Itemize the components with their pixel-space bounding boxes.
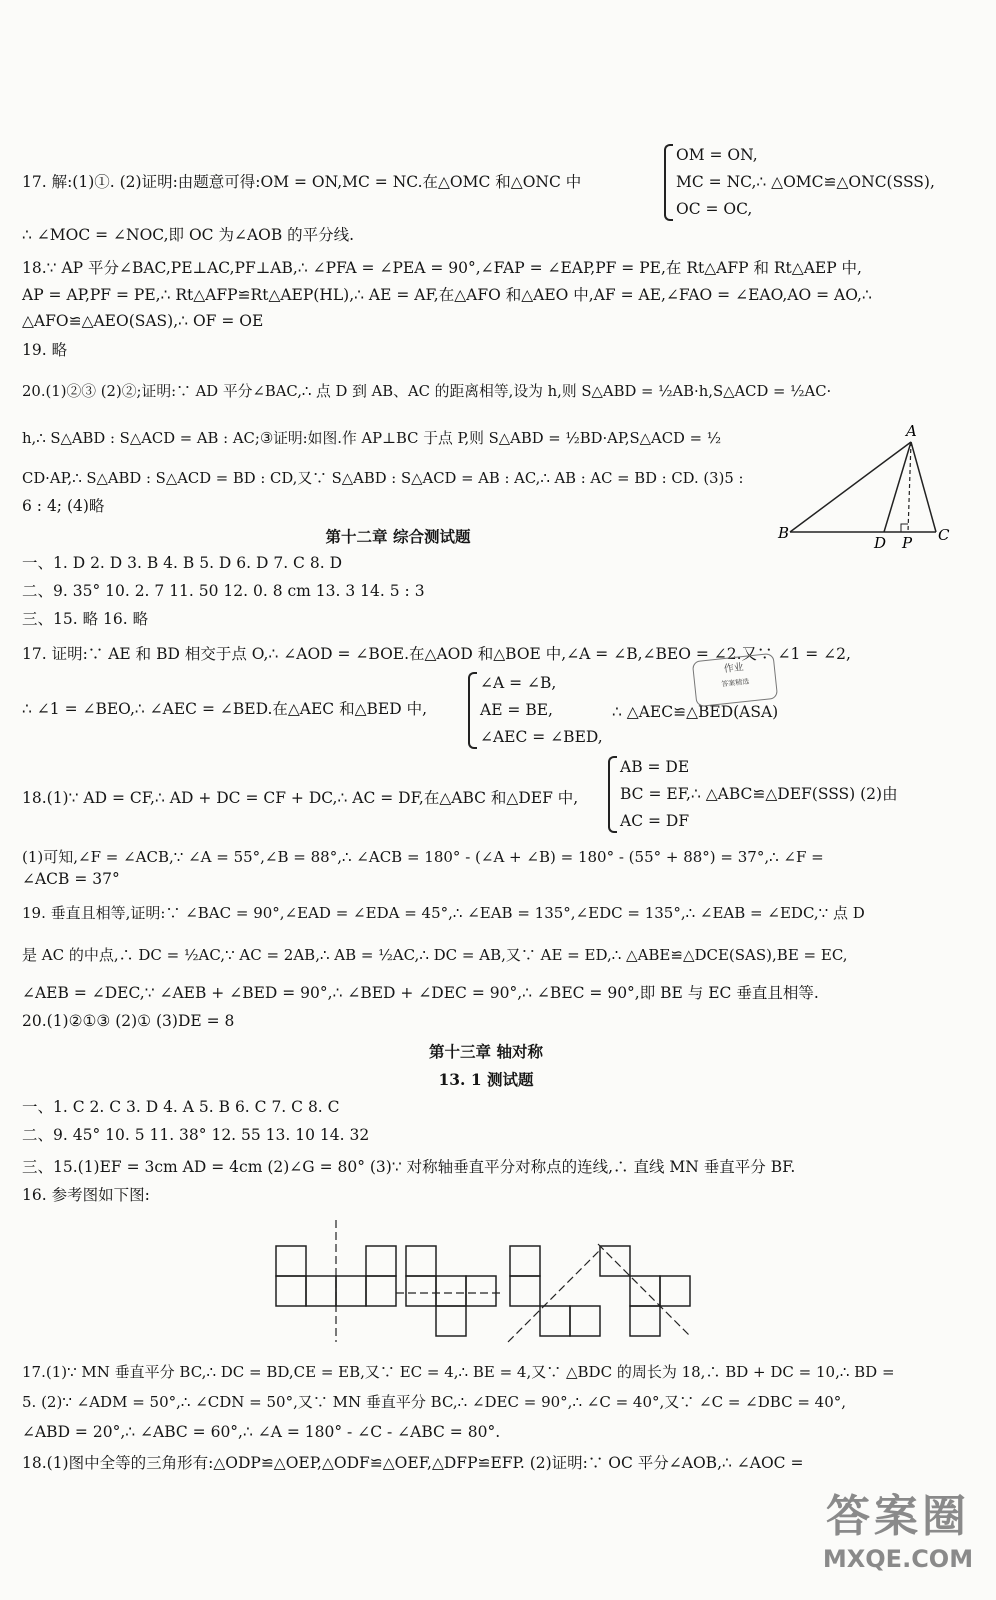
- brace: [664, 144, 673, 221]
- ch12-answers: 二、9. 35° 10. 2. 7 11. 50 12. 0. 8 cm 13. 3 14. 5 : 3: [22, 582, 425, 600]
- q20-line: h,∴ S△ABD : S△ACD = AB : AC;③证明:如图.作 AP⊥BC 于点 P,则 S△ABD = ½BD·AP,S△ACD = ½: [22, 430, 722, 447]
- ch12-q19: ∠AEB = ∠DEC,∵ ∠AEB + ∠BED = 90°,∴ ∠BED + ∠DEC = 90°,∴ ∠BEC = 90°,即 BE 与 EC 垂直且相等.: [22, 984, 819, 1002]
- ch12-q18-system: [608, 754, 898, 835]
- ch12-q18: ∠ACB = 37°: [22, 870, 120, 888]
- ch12-q17: 17. 证明:∵ AE 和 BD 相交于点 O,∴ ∠AOD = ∠BOE.在△AOD 和△BOE 中,∠A = ∠B,∠BEO = ∠2.又∵ ∠1 = ∠2,: [22, 645, 851, 663]
- label-b: B: [778, 524, 790, 542]
- ch12-q19: 19. 垂直且相等,证明:∵ ∠BAC = 90°,∠EAD = ∠EDA = 45°,∴ ∠EAB = 135°,∠EDC = 135°,∴ ∠EAB = ∠EDC,∵ 点 D: [22, 904, 865, 922]
- ch13-answers: 16. 参考图如下图:: [22, 1186, 150, 1204]
- right-angle-mark: [901, 524, 908, 532]
- ch13-q17: 17.(1)∵ MN 垂直平分 BC,∴ DC = BD,CE = EB,又∵ EC = 4,∴ BE = 4,又∵ △BDC 的周长为 18,∴ BD + DC = 10,∴ BD =: [22, 1363, 895, 1381]
- sys-line: OM = ON,: [676, 146, 758, 164]
- altitude-ap: [908, 442, 911, 532]
- side-ac: [911, 442, 936, 532]
- sys-line: AE = BE,: [480, 701, 553, 719]
- sys-line: AC = DF: [620, 812, 690, 830]
- ch13-q18: 18.(1)图中全等的三角形有:△ODP≌△OEP,△ODF≌△OEF,△DFP≌EFP. (2)证明:∵ OC 平分∠AOB,∴ ∠AOC =: [22, 1454, 804, 1472]
- side-ab: [790, 442, 911, 532]
- sys-line: OC = OC,: [676, 200, 753, 218]
- chapter-12-title: 第十二章 综合测试题: [325, 527, 471, 546]
- shape-1: [276, 1220, 396, 1342]
- watermark-text: 答案圈: [826, 1491, 970, 1542]
- brace: [468, 672, 477, 749]
- q17-line1: 17. 解:(1)①. (2)证明:由题意可得:OM = ON,MC = NC.在△OMC 和△ONC 中: [22, 173, 582, 191]
- q18-line: △AFO≌△AEO(SAS),∴ OF = OE: [22, 312, 264, 330]
- label-a: A: [906, 422, 917, 440]
- ch13-answers: 二、9. 45° 10. 5 11. 38° 12. 55 13. 10 14. 32: [22, 1126, 370, 1144]
- brace: [608, 756, 617, 833]
- ch13-q17: 5. (2)∵ ∠ADM = 50°,∴ ∠CDN = 50°,又∵ MN 垂直平分 BC,∴ ∠DEC = 90°,∴ ∠C = 40°,又∵ ∠C = ∠DBC = 40°,: [22, 1393, 847, 1411]
- label-d: D: [874, 534, 887, 552]
- ch13-answers: 一、1. C 2. C 3. D 4. A 5. B 6. C 7. C 8. C: [22, 1098, 340, 1116]
- sys-line: ∠AEC = ∠BED,: [480, 728, 603, 746]
- sys-line: AB = DE: [620, 758, 690, 776]
- label-p: P: [902, 534, 913, 552]
- label-c: C: [938, 526, 950, 544]
- shape-3: [508, 1246, 600, 1342]
- ch12-q19: 是 AC 的中点,∴ DC = ½AC,∵ AC = 2AB,∴ AB = ½AC,∴ DC = AB,又∵ AE = ED,∴ △ABE≌△DCE(SAS),BE = EC,: [22, 946, 848, 964]
- ch12-q18: 18.(1)∵ AD = CF,∴ AD + DC = CF + DC,∴ AC = DF,在△ABC 和△DEF 中,: [22, 789, 579, 807]
- ch13-q17: ∠ABD = 20°,∴ ∠ABC = 60°,∴ ∠A = 180° - ∠C - ∠ABC = 80°.: [22, 1423, 501, 1441]
- ch12-answers: 三、15. 略 16. 略: [22, 610, 149, 628]
- sys-line: MC = NC,∴ △OMC≌△ONC(SSS),: [676, 173, 935, 191]
- segment-ad: [884, 442, 911, 532]
- chapter-13-title: 第十三章 轴对称: [429, 1042, 543, 1061]
- ch13-answers: 三、15.(1)EF = 3cm AD = 4cm (2)∠G = 80° (3)∵ 对称轴垂直平分对称点的连线,∴ 直线 MN 垂直平分 BF.: [22, 1158, 796, 1176]
- q19-line: 19. 略: [22, 341, 68, 359]
- ch12-q17-system: [468, 670, 603, 751]
- q20-line: CD·AP,∴ S△ABD : S△ACD = BD : CD,又∵ S△ABD : S△ACD = AB : AC,∴ AB : AC = BD : CD. (3)5 :: [22, 470, 744, 487]
- ch12-q18: (1)可知,∠F = ∠ACB,∵ ∠A = 55°,∠B = 88°,∴ ∠ACB = 180° - (∠A + ∠B) = 180° - (55° + 88°) = 37°,∴ ∠F =: [22, 848, 824, 866]
- ch12-q17: ∴ ∠1 = ∠BEO,∴ ∠AEC = ∠BED.在△AEC 和△BED 中,: [22, 700, 427, 718]
- ch12-q17: ∴ △AEC≌△BED(ASA): [612, 703, 779, 721]
- stamp-text: 作业: [723, 662, 745, 676]
- stamp-text: 答案精选: [720, 677, 750, 689]
- symmetry-figure: [270, 1218, 710, 1348]
- sys-line: ∠A = ∠B,: [480, 674, 557, 692]
- watermark-url: MXQE.COM: [822, 1545, 974, 1573]
- q20-line: 6 : 4; (4)略: [22, 497, 105, 515]
- q17-line2: ∴ ∠MOC = ∠NOC,即 OC 为∠AOB 的平分线.: [22, 226, 355, 244]
- section-13-1-title: 13. 1 测试题: [438, 1070, 534, 1089]
- shape-2: [396, 1246, 500, 1336]
- watermark-logo: [818, 1490, 978, 1590]
- q17-system: [664, 142, 935, 223]
- sys-line: BC = EF,∴ △ABC≌△DEF(SSS) (2)由: [620, 785, 898, 803]
- q18-line: AP = AP,PF = PE,∴ Rt△AFP≌Rt△AEP(HL),∴ AE = AF,在△AFO 和△AEO 中,AF = AE,∠FAO = ∠EAO,AO = AO,∴: [22, 286, 872, 304]
- q18-line: 18.∵ AP 平分∠BAC,PE⊥AC,PF⊥AB,∴ ∠PFA = ∠PEA = 90°,∠FAP = ∠EAP,PF = PE,在 Rt△AFP 和 Rt△AEP 中,: [22, 259, 862, 277]
- ch12-answers: 一、1. D 2. D 3. B 4. B 5. D 6. D 7. C 8. D: [22, 554, 342, 572]
- homework-stamp: [692, 653, 778, 707]
- q20-line: 20.(1)②③ (2)②;证明:∵ AD 平分∠BAC,∴ 点 D 到 AB、AC 的距离相等,设为 h,则 S△ABD = ½AB·h,S△ACD = ½AC·: [22, 383, 832, 400]
- shape-4: [598, 1244, 690, 1336]
- ch12-q20: 20.(1)②①③ (2)① (3)DE = 8: [22, 1012, 235, 1030]
